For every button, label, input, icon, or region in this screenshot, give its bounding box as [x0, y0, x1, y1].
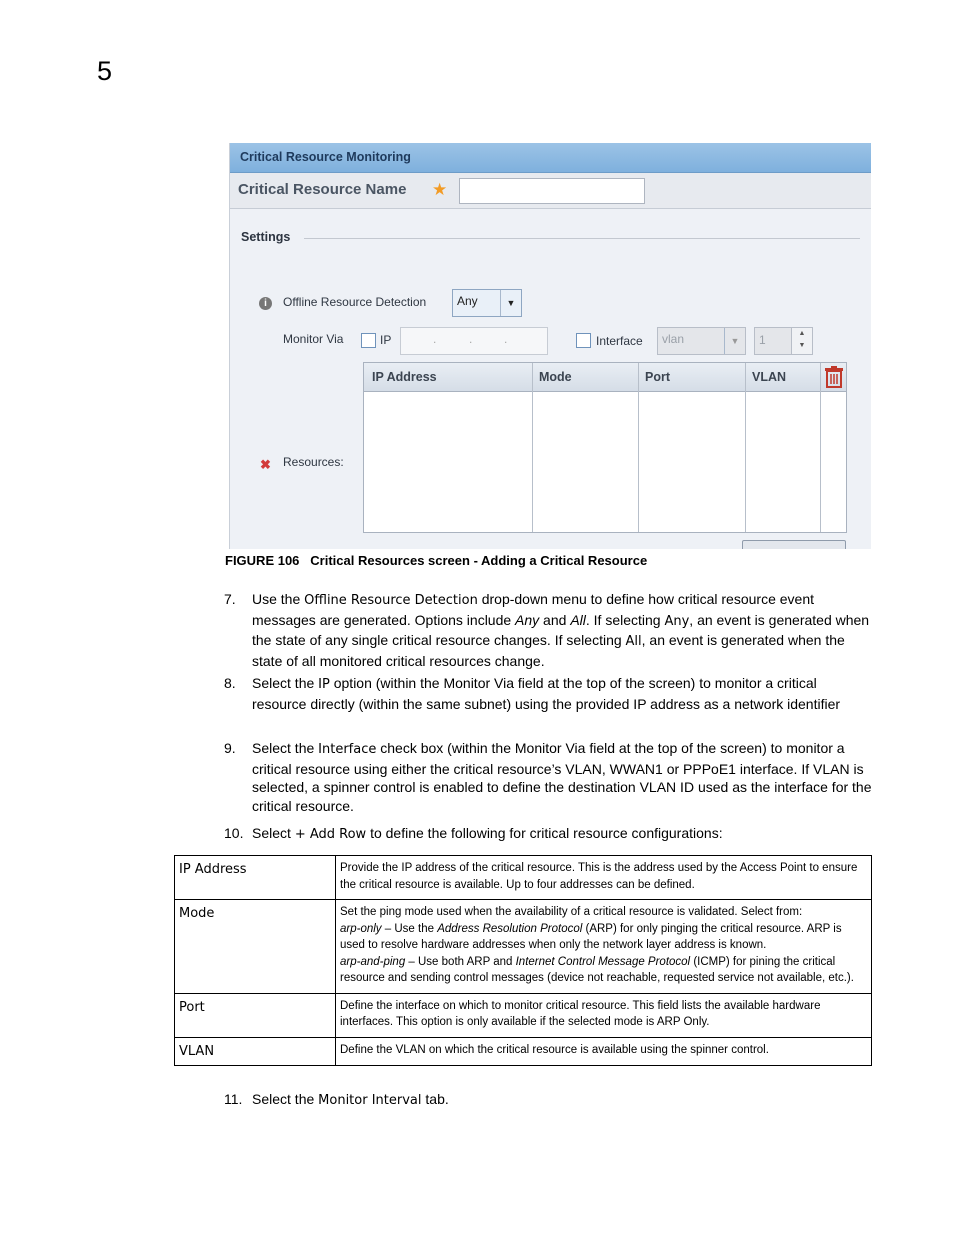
italic-term: Address Resolution Protocol: [437, 922, 583, 935]
step-text: tab.: [421, 1091, 449, 1107]
step-number: 9.: [224, 740, 236, 756]
figure-caption: [225, 553, 647, 568]
table-row: [175, 856, 872, 900]
vlan-spinner-value: 1: [759, 333, 766, 347]
info-icon: i: [259, 297, 272, 310]
step-text: Use the: [252, 591, 305, 607]
table-row: [175, 1037, 872, 1065]
row-description: Define the VLAN on which the critical resource is available using the spinner control.: [336, 1037, 872, 1065]
row-key: IP Address: [175, 856, 336, 900]
step-keyword: All: [625, 634, 642, 650]
chapter-number: 5: [97, 56, 113, 86]
vlan-spinner[interactable]: [754, 327, 813, 355]
step-keyword: + Add Row: [294, 827, 367, 842]
step-text: option (within the Monitor Via field at the top of the screen) to monitor a critical resource directly (within the same subnet) using the provided IP address as a network identifier: [252, 675, 841, 712]
settings-divider: [304, 238, 860, 239]
step-number: 8.: [224, 675, 236, 691]
italic-term: Internet Control Message Protocol: [515, 955, 691, 968]
interface-dropdown[interactable]: [657, 327, 746, 355]
step-keyword: Monitor Interval: [318, 1093, 422, 1108]
text: (ICMP) for pining the critical resource and sending control messages (device not reachable, requested service not available, etc.).: [340, 955, 854, 984]
step-keyword: IP: [318, 677, 330, 692]
step-number: 11.: [224, 1091, 243, 1107]
figure-title: Critical Resources screen - Adding a Critical Resource: [310, 553, 648, 568]
interface-checkbox[interactable]: [576, 333, 591, 348]
row-description: Provide the IP address of the critical resource. This is the address used by the Access Point to ensure the critical resource is available. Up to four addresses can be defined.: [336, 856, 872, 900]
column-ip-address[interactable]: IP Address: [372, 370, 437, 384]
critical-resource-screenshot: [229, 143, 871, 549]
add-row-button[interactable]: [742, 540, 846, 549]
step-10: [224, 824, 872, 845]
text: – Use the: [381, 922, 438, 935]
column-mode[interactable]: Mode: [539, 370, 572, 384]
step-text: drop-down menu to define how critical resource event messages are generated. Options include: [252, 591, 815, 628]
step-text: , an event is generated when the state of all monitored critical resources change.: [252, 632, 845, 670]
step-italic: Any: [515, 611, 540, 628]
table-row: [175, 900, 872, 994]
step-text: Select: [252, 825, 295, 841]
interface-value: vlan: [662, 332, 685, 346]
critical-resource-name-label: Critical Resource Name: [238, 181, 407, 198]
step-11: [224, 1090, 872, 1111]
step-number: 10.: [224, 825, 244, 841]
chevron-down-icon: ▼: [500, 290, 521, 316]
ip-checkbox-label: IP: [380, 333, 392, 347]
step-number: 7.: [224, 591, 236, 607]
mode-intro: Set the ping mode used when the availability of a critical resource is validated. Select from:: [340, 906, 803, 918]
required-star-icon: ★: [432, 180, 448, 199]
italic-term: arp-only: [340, 922, 382, 935]
mode-arp-only: [340, 921, 867, 954]
text: (ARP) for only pinging the critical resource. ARP is used to resolve hardware addresses when only the network layer address is known.: [340, 922, 842, 951]
mode-arp-and-ping: [340, 954, 867, 987]
text: – Use both ARP and: [405, 955, 516, 968]
name-row: [230, 173, 871, 209]
step-text: Select the: [252, 675, 319, 691]
step-7: [224, 590, 872, 671]
ip-checkbox[interactable]: [361, 333, 376, 348]
step-9: [224, 739, 872, 816]
row-key: VLAN: [175, 1037, 336, 1065]
row-description: [336, 900, 872, 994]
step-text: . If selecting: [585, 611, 665, 628]
step-keyword: Offline Resource Detection: [304, 593, 478, 608]
italic-term: arp-and-ping: [340, 955, 406, 968]
column-divider: [532, 363, 533, 532]
settings-label: Settings: [241, 230, 291, 244]
ip-dot: .: [504, 332, 508, 346]
critical-resource-name-input[interactable]: [459, 178, 645, 204]
chevron-down-icon: ▼: [724, 328, 745, 354]
row-key: Mode: [175, 900, 336, 994]
step-text: , an event is generated when the state of any single critical resource changes. If selecting: [252, 611, 870, 649]
column-divider: [745, 363, 746, 532]
panel-title: Critical Resource Monitoring: [240, 150, 411, 164]
ip-address-input[interactable]: [400, 327, 548, 355]
table-row: [175, 993, 872, 1037]
step-text: to define the following for critical resource configurations:: [366, 825, 723, 841]
column-port[interactable]: Port: [645, 370, 670, 384]
step-8: [224, 674, 872, 713]
step-text: Select the: [252, 740, 319, 756]
column-divider: [820, 363, 821, 532]
error-x-icon: ✖: [260, 457, 271, 472]
definition-table: [174, 855, 872, 1066]
row-key: Port: [175, 993, 336, 1037]
offline-detection-value: Any: [457, 294, 478, 308]
ip-dot: .: [469, 332, 473, 346]
row-description: Define the interface on which to monitor critical resource. This field lists the available hardware interfaces. This option is only available if the selected mode is ARP Only.: [336, 993, 872, 1037]
offline-detection-dropdown[interactable]: [452, 289, 522, 317]
ip-dot: .: [433, 332, 437, 346]
step-text: and: [539, 611, 571, 628]
resources-table: [363, 362, 847, 533]
trash-icon[interactable]: [824, 366, 844, 388]
resources-label: Resources:: [283, 455, 344, 469]
spinner-arrows-icon[interactable]: ▲ ▼: [791, 328, 812, 354]
step-keyword: Any: [664, 613, 690, 629]
offline-detection-label: Offline Resource Detection: [283, 295, 427, 309]
interface-checkbox-label: Interface: [596, 334, 643, 348]
monitor-via-label: Monitor Via: [283, 332, 344, 346]
step-keyword: Interface: [318, 742, 377, 757]
step-text: check box (within the Monitor Via field at the top of the screen) to monitor a critical resource using either the critical resource’s VLAN, WWAN1 or PPPoE1 interface. If VLAN is selected, a spinner control is enabled to define the destination VLAN ID used as the interface for the critical resource.: [252, 740, 872, 815]
step-text: Select the: [252, 1091, 319, 1107]
column-vlan[interactable]: VLAN: [752, 370, 787, 384]
column-divider: [638, 363, 639, 532]
figure-number: FIGURE 106: [225, 553, 300, 568]
panel-header: [230, 143, 871, 173]
step-italic: All: [570, 611, 586, 628]
